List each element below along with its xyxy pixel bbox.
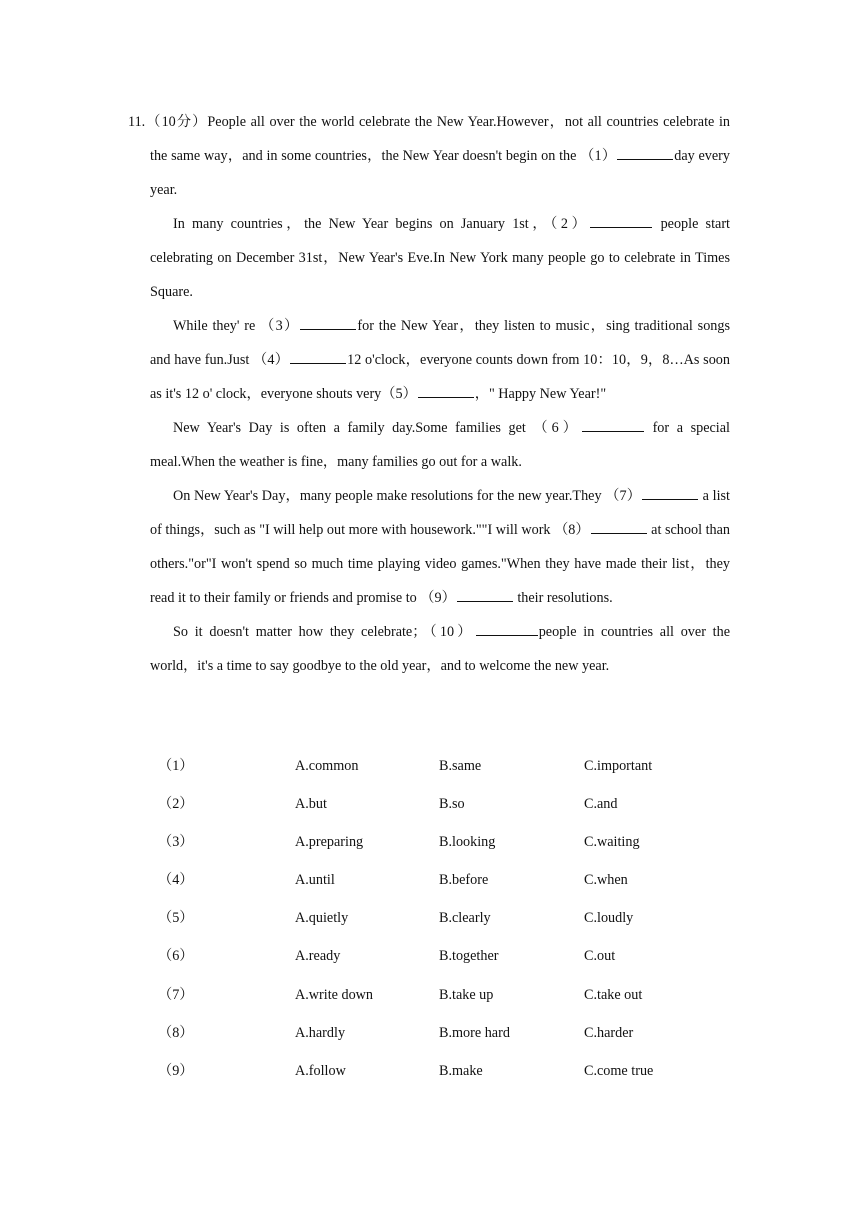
option-a: A.until bbox=[295, 872, 335, 889]
option-row bbox=[150, 1017, 750, 1055]
text-segment: for a special meal.When the weather is fine，many families go out for a walk. bbox=[150, 420, 730, 470]
paragraph-6 bbox=[150, 615, 730, 683]
option-b: B.same bbox=[439, 758, 482, 774]
blank-number: （3） bbox=[260, 318, 300, 334]
option-a: A.but bbox=[295, 796, 327, 813]
option-b: B.clearly bbox=[439, 910, 491, 927]
text-segment: In many countries，the New Year begins on January 1st， bbox=[173, 216, 551, 232]
question-number: 11. bbox=[128, 114, 146, 130]
blank-number: （8） bbox=[554, 522, 590, 538]
text-segment: a list of things，such as "I will help out more with housework.""I will work bbox=[150, 488, 730, 538]
option-a: A.follow bbox=[295, 1062, 346, 1079]
option-row bbox=[150, 864, 750, 902]
answer-blank bbox=[591, 519, 647, 534]
option-a: A.write down bbox=[295, 986, 374, 1003]
question-score: （10分） bbox=[145, 114, 208, 130]
paragraph-3 bbox=[150, 309, 730, 411]
text-segment: at school than others."or"I won't spend so much time playing video games."When they have made their list，they read it to their family or friends and promise to bbox=[150, 522, 730, 606]
option-row bbox=[150, 979, 750, 1017]
option-b: B.more hard bbox=[439, 1024, 510, 1041]
text-segment: New Year's Day is often a family day.Some families get bbox=[173, 420, 534, 436]
option-b: B.make bbox=[439, 1062, 483, 1079]
option-c: C.when bbox=[584, 872, 628, 889]
text-segment: day every year. bbox=[150, 148, 730, 198]
option-number: （2） bbox=[158, 796, 194, 813]
answer-blank bbox=[582, 417, 644, 432]
option-row bbox=[150, 750, 750, 788]
option-c: C.out bbox=[584, 948, 616, 965]
text-segment: While they' re bbox=[173, 318, 261, 334]
blank-number: （6） bbox=[533, 420, 581, 436]
answer-blank bbox=[590, 213, 652, 228]
answer-blank bbox=[457, 587, 513, 602]
option-c: C.come true bbox=[584, 1062, 654, 1079]
option-row bbox=[150, 826, 750, 864]
option-c: C.waiting bbox=[584, 834, 640, 851]
option-number: （3） bbox=[158, 834, 194, 851]
option-number: （8） bbox=[158, 1024, 194, 1041]
option-row bbox=[150, 1055, 750, 1093]
cloze-passage bbox=[128, 105, 731, 683]
answer-blank bbox=[300, 315, 356, 330]
option-number: （4） bbox=[158, 872, 194, 889]
paragraph-5 bbox=[150, 479, 730, 615]
paragraph-1 bbox=[128, 105, 730, 207]
blank-number: （1） bbox=[580, 148, 617, 164]
option-row bbox=[150, 788, 750, 826]
answer-blank bbox=[418, 383, 474, 398]
text-segment: for the New Year，they listen to music，sing traditional songs and have fun.Just bbox=[150, 318, 731, 368]
blank-number: （4） bbox=[253, 352, 290, 368]
option-a: A.quietly bbox=[295, 910, 349, 927]
text-segment: So it doesn't matter how they celebrate； bbox=[173, 624, 427, 640]
option-b: B.together bbox=[439, 948, 499, 965]
blank-number: （5） bbox=[381, 386, 417, 402]
option-number: （1） bbox=[158, 758, 194, 774]
text-segment: 12 o'clock，everyone counts down from 10：10，9，8…As soon as it's 12 o' clock，everyone shouts very bbox=[150, 352, 730, 402]
option-a: A.preparing bbox=[295, 834, 364, 851]
text-segment: people start celebrating on December 31st，New Year's Eve.In New York many people go to celebrate in Times Square. bbox=[150, 216, 730, 300]
option-c: C.important bbox=[584, 758, 653, 774]
option-number: （6） bbox=[158, 948, 194, 965]
option-c: C.take out bbox=[584, 986, 643, 1003]
option-a: A.hardly bbox=[295, 1024, 346, 1041]
option-a: A.ready bbox=[295, 948, 341, 965]
option-c: C.and bbox=[584, 796, 618, 813]
text-segment: On New Year's Day，many people make resolutions for the new year.They bbox=[173, 488, 606, 504]
blank-number: （2） bbox=[550, 216, 590, 232]
blank-number: （7） bbox=[605, 488, 642, 504]
answer-blank bbox=[617, 145, 673, 160]
text-segment: People all over the world celebrate the New Year.However，not all countries celebrate in the same way，and in some countries，the New Year doesn't begin on the bbox=[150, 114, 730, 164]
option-row bbox=[150, 940, 750, 978]
text-segment: people in countries all over the world，it's a time to say goodbye to the old year，and to welcome the new year. bbox=[150, 624, 730, 674]
option-a: A.common bbox=[295, 758, 359, 774]
option-c: C.harder bbox=[584, 1024, 634, 1041]
text-segment: ，" Happy New Year!" bbox=[474, 386, 607, 402]
option-number: （5） bbox=[158, 910, 194, 927]
blank-number: （9） bbox=[420, 590, 456, 606]
option-row bbox=[150, 902, 750, 940]
answer-blank bbox=[290, 349, 346, 364]
text-segment: their resolutions. bbox=[513, 590, 613, 606]
blank-number: （10） bbox=[426, 624, 475, 640]
option-b: B.before bbox=[439, 872, 489, 889]
option-b: B.looking bbox=[439, 834, 496, 851]
answer-blank bbox=[476, 621, 538, 636]
option-b: B.so bbox=[439, 796, 465, 813]
option-number: （7） bbox=[158, 986, 194, 1003]
option-b: B.take up bbox=[439, 986, 494, 1003]
paragraph-4 bbox=[150, 411, 730, 479]
answer-blank bbox=[642, 485, 698, 500]
option-number: （9） bbox=[158, 1062, 194, 1079]
options-table bbox=[150, 750, 750, 1093]
paragraph-2 bbox=[150, 207, 730, 309]
option-c: C.loudly bbox=[584, 910, 634, 927]
